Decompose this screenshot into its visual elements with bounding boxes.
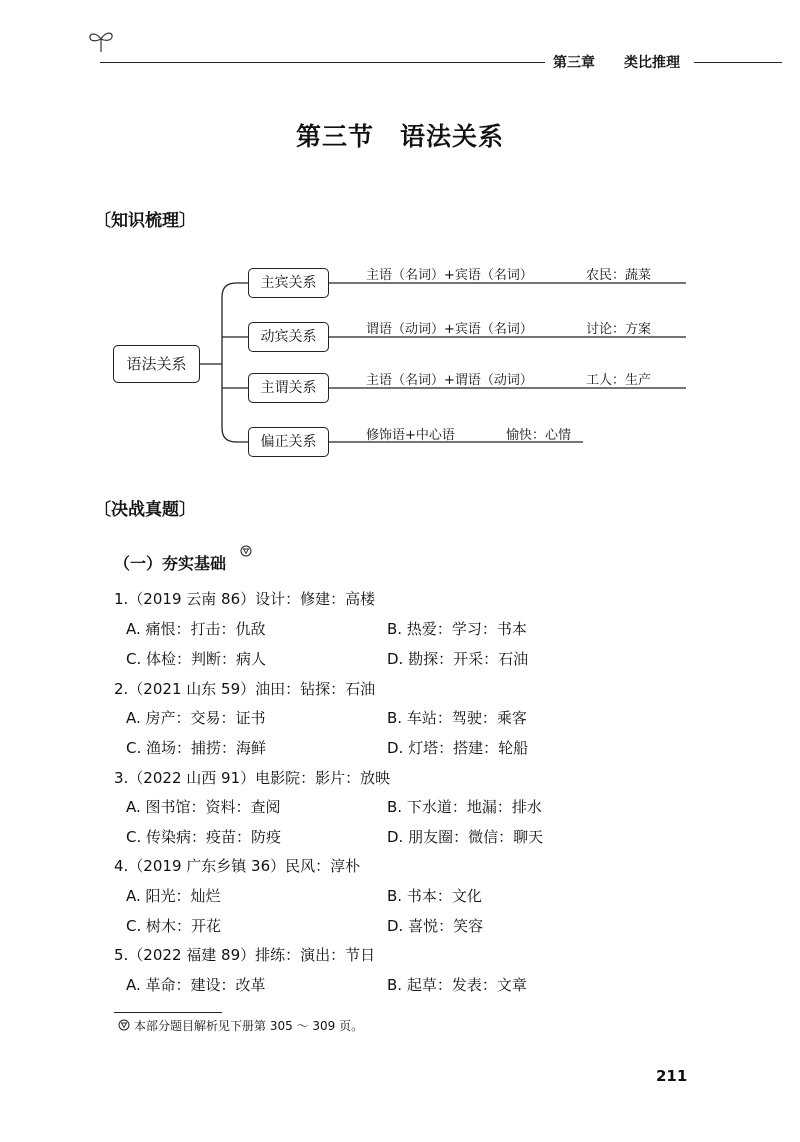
- subsection-title: （一）夯实基础: [114, 554, 227, 573]
- bracket-open: 〔: [94, 211, 111, 231]
- mindmap-branch-rule: 主语（名词）+谓语（动词）: [366, 373, 533, 388]
- question-stem: 4.（2019 广东乡镇 36）民风：淳朴: [114, 857, 361, 875]
- question-option: D. 朋友圈：微信：聊天: [387, 828, 544, 846]
- mindmap-branch-label: 主宾关系: [248, 268, 329, 298]
- mindmap-branch-example: 愉快：心情: [506, 428, 572, 443]
- question-option: B. 热爱：学习：书本: [387, 620, 527, 638]
- question-option: A. 房产：交易：证书: [126, 709, 266, 727]
- question-option: A. 图书馆：资料：查阅: [126, 798, 281, 816]
- question-option: B. 起草：发表：文章: [387, 976, 527, 994]
- question-option: D. 勘探：开采：石油: [387, 650, 529, 668]
- practice-heading: [94, 495, 196, 520]
- header-chapter: 第三章: [553, 55, 595, 71]
- mindmap-branch-label: 动宾关系: [248, 322, 329, 352]
- mindmap-branch-example: 农民：蔬菜: [586, 268, 652, 283]
- mindmap-branch-label: 主谓关系: [248, 373, 329, 403]
- question-option: C. 树木：开花: [126, 917, 222, 935]
- question-option: A. 痛恨：打击：仇敌: [126, 620, 266, 638]
- mindmap-branch-example: 工人：生产: [586, 373, 652, 388]
- footnote-marker-icon: [240, 545, 252, 557]
- question-option: C. 体检：判断：病人: [126, 650, 267, 668]
- question-option: A. 阳光：灿烂: [126, 887, 221, 905]
- question-option: C. 渔场：捕捞：海鲜: [126, 739, 267, 757]
- footnote-text: 本部分题目解析见下册第 305 ～ 309 页。: [134, 1019, 364, 1033]
- question-stem: 3.（2022 山西 91）电影院：影片：放映: [114, 769, 391, 787]
- mindmap-root: 语法关系: [113, 345, 200, 383]
- question-option: B. 书本：文化: [387, 887, 482, 905]
- page-number: 211: [656, 1067, 688, 1085]
- question-stem: 1.（2019 云南 86）设计：修建：高楼: [114, 590, 376, 608]
- bracket-close: 〕: [179, 500, 196, 520]
- question-option: D. 灯塔：搭建：轮船: [387, 739, 529, 757]
- mindmap-branch-rule: 主语（名词）+宾语（名词）: [366, 268, 533, 283]
- question-option: B. 下水道：地漏：排水: [387, 798, 542, 816]
- question-option: C. 传染病：疫苗：防疫: [126, 828, 282, 846]
- question-option: A. 革命：建设：改革: [126, 976, 266, 994]
- bracket-open: 〔: [94, 500, 111, 520]
- question-stem: 2.（2021 山东 59）油田：钻探：石油: [114, 680, 376, 698]
- footnote-rule: [114, 1012, 222, 1013]
- question-option: D. 喜悦：笑容: [387, 917, 484, 935]
- bracket-close: 〕: [179, 211, 196, 231]
- header-topic: 类比推理: [624, 55, 680, 71]
- section-title: 第三节 语法关系: [295, 122, 504, 151]
- knowledge-title: 知识梳理: [111, 211, 179, 231]
- practice-title: 决战真题: [111, 500, 179, 520]
- mindmap-branch-example: 讨论：方案: [586, 322, 652, 337]
- question-option: B. 车站：驾驶：乘客: [387, 709, 527, 727]
- question-stem: 5.（2022 福建 89）排练：演出：节日: [114, 946, 376, 964]
- mindmap-branch-rule: 谓语（动词）+宾语（名词）: [366, 322, 533, 337]
- footnote-marker-icon: [118, 1019, 130, 1031]
- mindmap-branch-rule: 修饰语+中心语: [366, 428, 455, 443]
- mindmap-branch-label: 偏正关系: [248, 427, 329, 457]
